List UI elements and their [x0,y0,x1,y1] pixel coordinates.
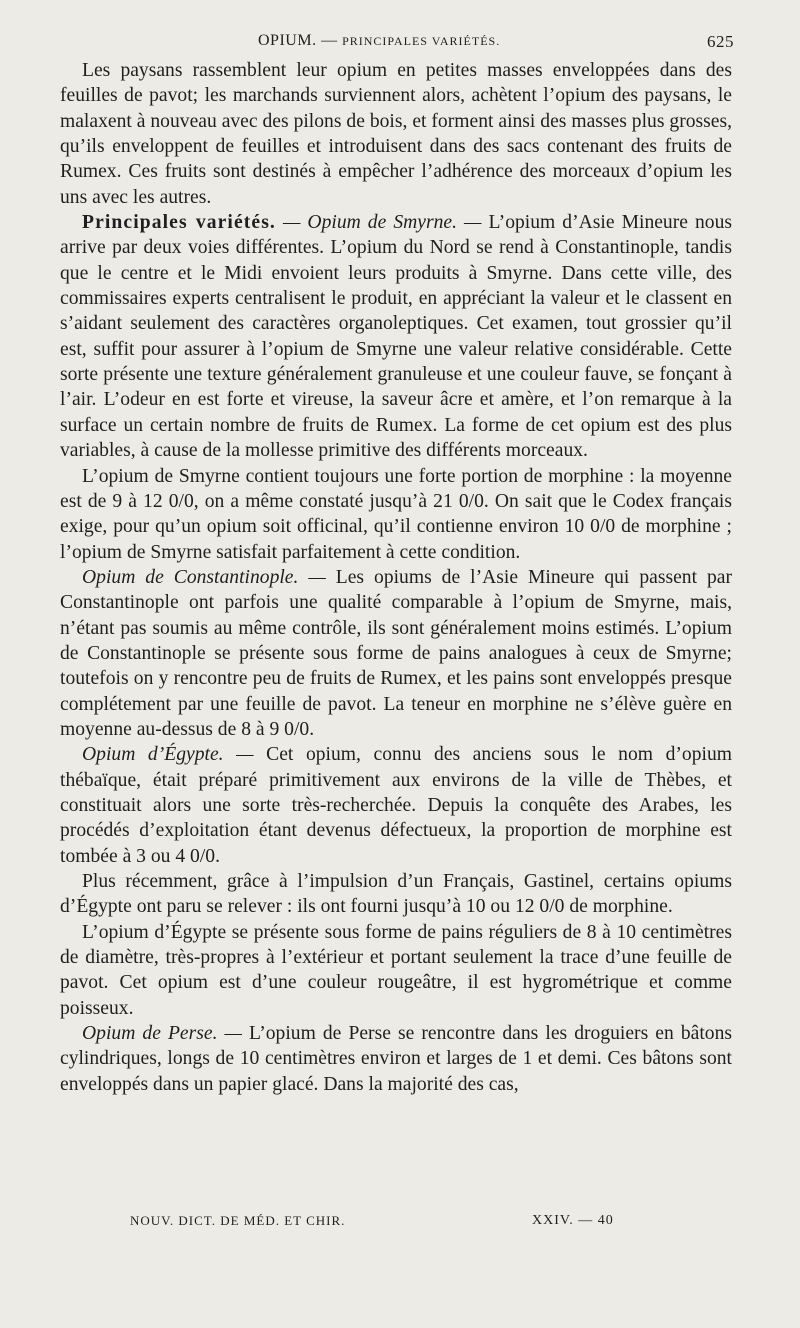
paragraph [60,869,732,920]
running-header [60,28,732,58]
paragraph-text: L’opium de Smyrne contient toujours une forte portion de morphine : la moyenne est de 9 à 12 0/0, on a même constaté jusqu’à 21 0/0. On sait que le Codex français exige, pour qu’un opium soit officinal, qu’il contienne environ 10 0/0 de morphine ; l’opium de Smyrne satisfait parfaitement à cette condition. [60,465,732,563]
paragraph [60,464,732,565]
footer-publication: NOUV. DICT. DE MÉD. ET CHIR. [130,1213,346,1228]
paragraph-text: L’opium de Perse se rencontre dans les droguiers en bâtons cylindriques, longs de 10 centimètres environ et larges de 1 et demi. Ces bâtons sont enveloppés dans un papier glacé. Dans la majorité des cas, [60,1023,732,1095]
page-number: 625 [707,32,734,51]
running-title-main: OPIUM. [258,32,317,49]
variety-heading: Opium d’Égypte. — [82,744,254,766]
variety-heading: Opium de Perse. — [82,1023,242,1045]
paragraph [60,742,732,869]
paragraph [60,565,732,742]
footer-volume: XXIV. — 40 [532,1213,614,1228]
paragraph [60,1021,732,1097]
running-title-separator: — [321,32,338,49]
paragraph-text: L’opium d’Asie Mineure nous arrive par deux voies différentes. L’opium du Nord se rend à Constantinople, tandis que le centre et le Midi envoient leurs produits à Smyrne. Dans cette ville, des commissaires experts centralisent le produit, en appréciant la valeur et le classent en s’aidant seulement des caractères organoleptiques. Cet examen, tout grossier qu’il est, suffit pour assurer à l’opium de Smyrne une valeur relative considérable. Cette sorte présente une texture généralement granuleuse et une couleur fauve, se fonçant à l’air. L’odeur en est forte et vireuse, la saveur âcre et amère, et l’on remarque à la surface un certain nombre de fruits de Rumex. La forme de cet opium est des plus variables, à cause de la mollesse primitive des différents morceaux. [60,212,733,462]
paragraph [60,58,732,210]
variety-heading: — Opium de Smyrne. — [282,212,482,234]
signature-footer [60,1213,732,1237]
paragraph [60,920,732,1021]
paragraph-text: Les paysans rassemblent leur opium en petites masses enveloppées dans des feuilles de pavot; les marchands surviennent alors, achètent l’opium des paysans, le malaxent à nouveau avec des pilons de bois, et forment ainsi des masses plus grosses, qu’ils enveloppent de feuilles et introduisent dans des sacs contenant des fruits de Rumex. Ces fruits sont destinés à empêcher l’adhérence des morceaux d’opium les uns avec les autres. [60,60,732,208]
paragraph [60,210,732,463]
paragraph-text: Plus récemment, grâce à l’impulsion d’un Français, Gastinel, certains opiums d’Égypte ont paru se relever : ils ont fourni jusqu’à 10 ou 12 0/0 de morphine. [60,871,732,918]
running-title-section: PRINCIPALES VARIÉTÉS. [342,34,501,48]
paragraph-text: Cet opium, connu des anciens sous le nom d’opium thébaïque, était préparé primitivement aux environs de la ville de Thèbes, et constituait alors une sorte très-recherchée. Depuis la conquête des Arabes, les procédés d’exploitation étant devenus défectueux, la proportion de morphine est tombée à 3 ou 4 0/0. [60,744,732,867]
paragraph-text: Les opiums de l’Asie Mineure qui passent par Constantinople ont parfois une qualité comparable à l’opium de Smyrne, mais, n’étant pas soumis au même contrôle, ils sont généralement moins estimés. L’opium de Constantinople se présente sous forme de pains analogues à ceux de Smyrne; toutefois on y rencontre peu de fruits de Rumex, et les pains sont enveloppés presque complétement par une feuille de pavot. La teneur en morphine ne s’élève guère en moyenne au-dessus de 8 à 9 0/0. [60,566,732,740]
body-text [60,58,732,1097]
running-title [258,32,500,50]
section-heading: Principales variétés. [82,212,276,234]
variety-heading: Opium de Constantinople. — [82,566,326,588]
paragraph-text: L’opium d’Égypte se présente sous forme de pains réguliers de 8 à 10 centimètres de diamètre, très-propres à l’extérieur et portant seulement la trace d’une feuille de pavot. Cet opium est d’une couleur rougeâtre, il est hygrométrique et comme poisseux. [60,921,732,1019]
